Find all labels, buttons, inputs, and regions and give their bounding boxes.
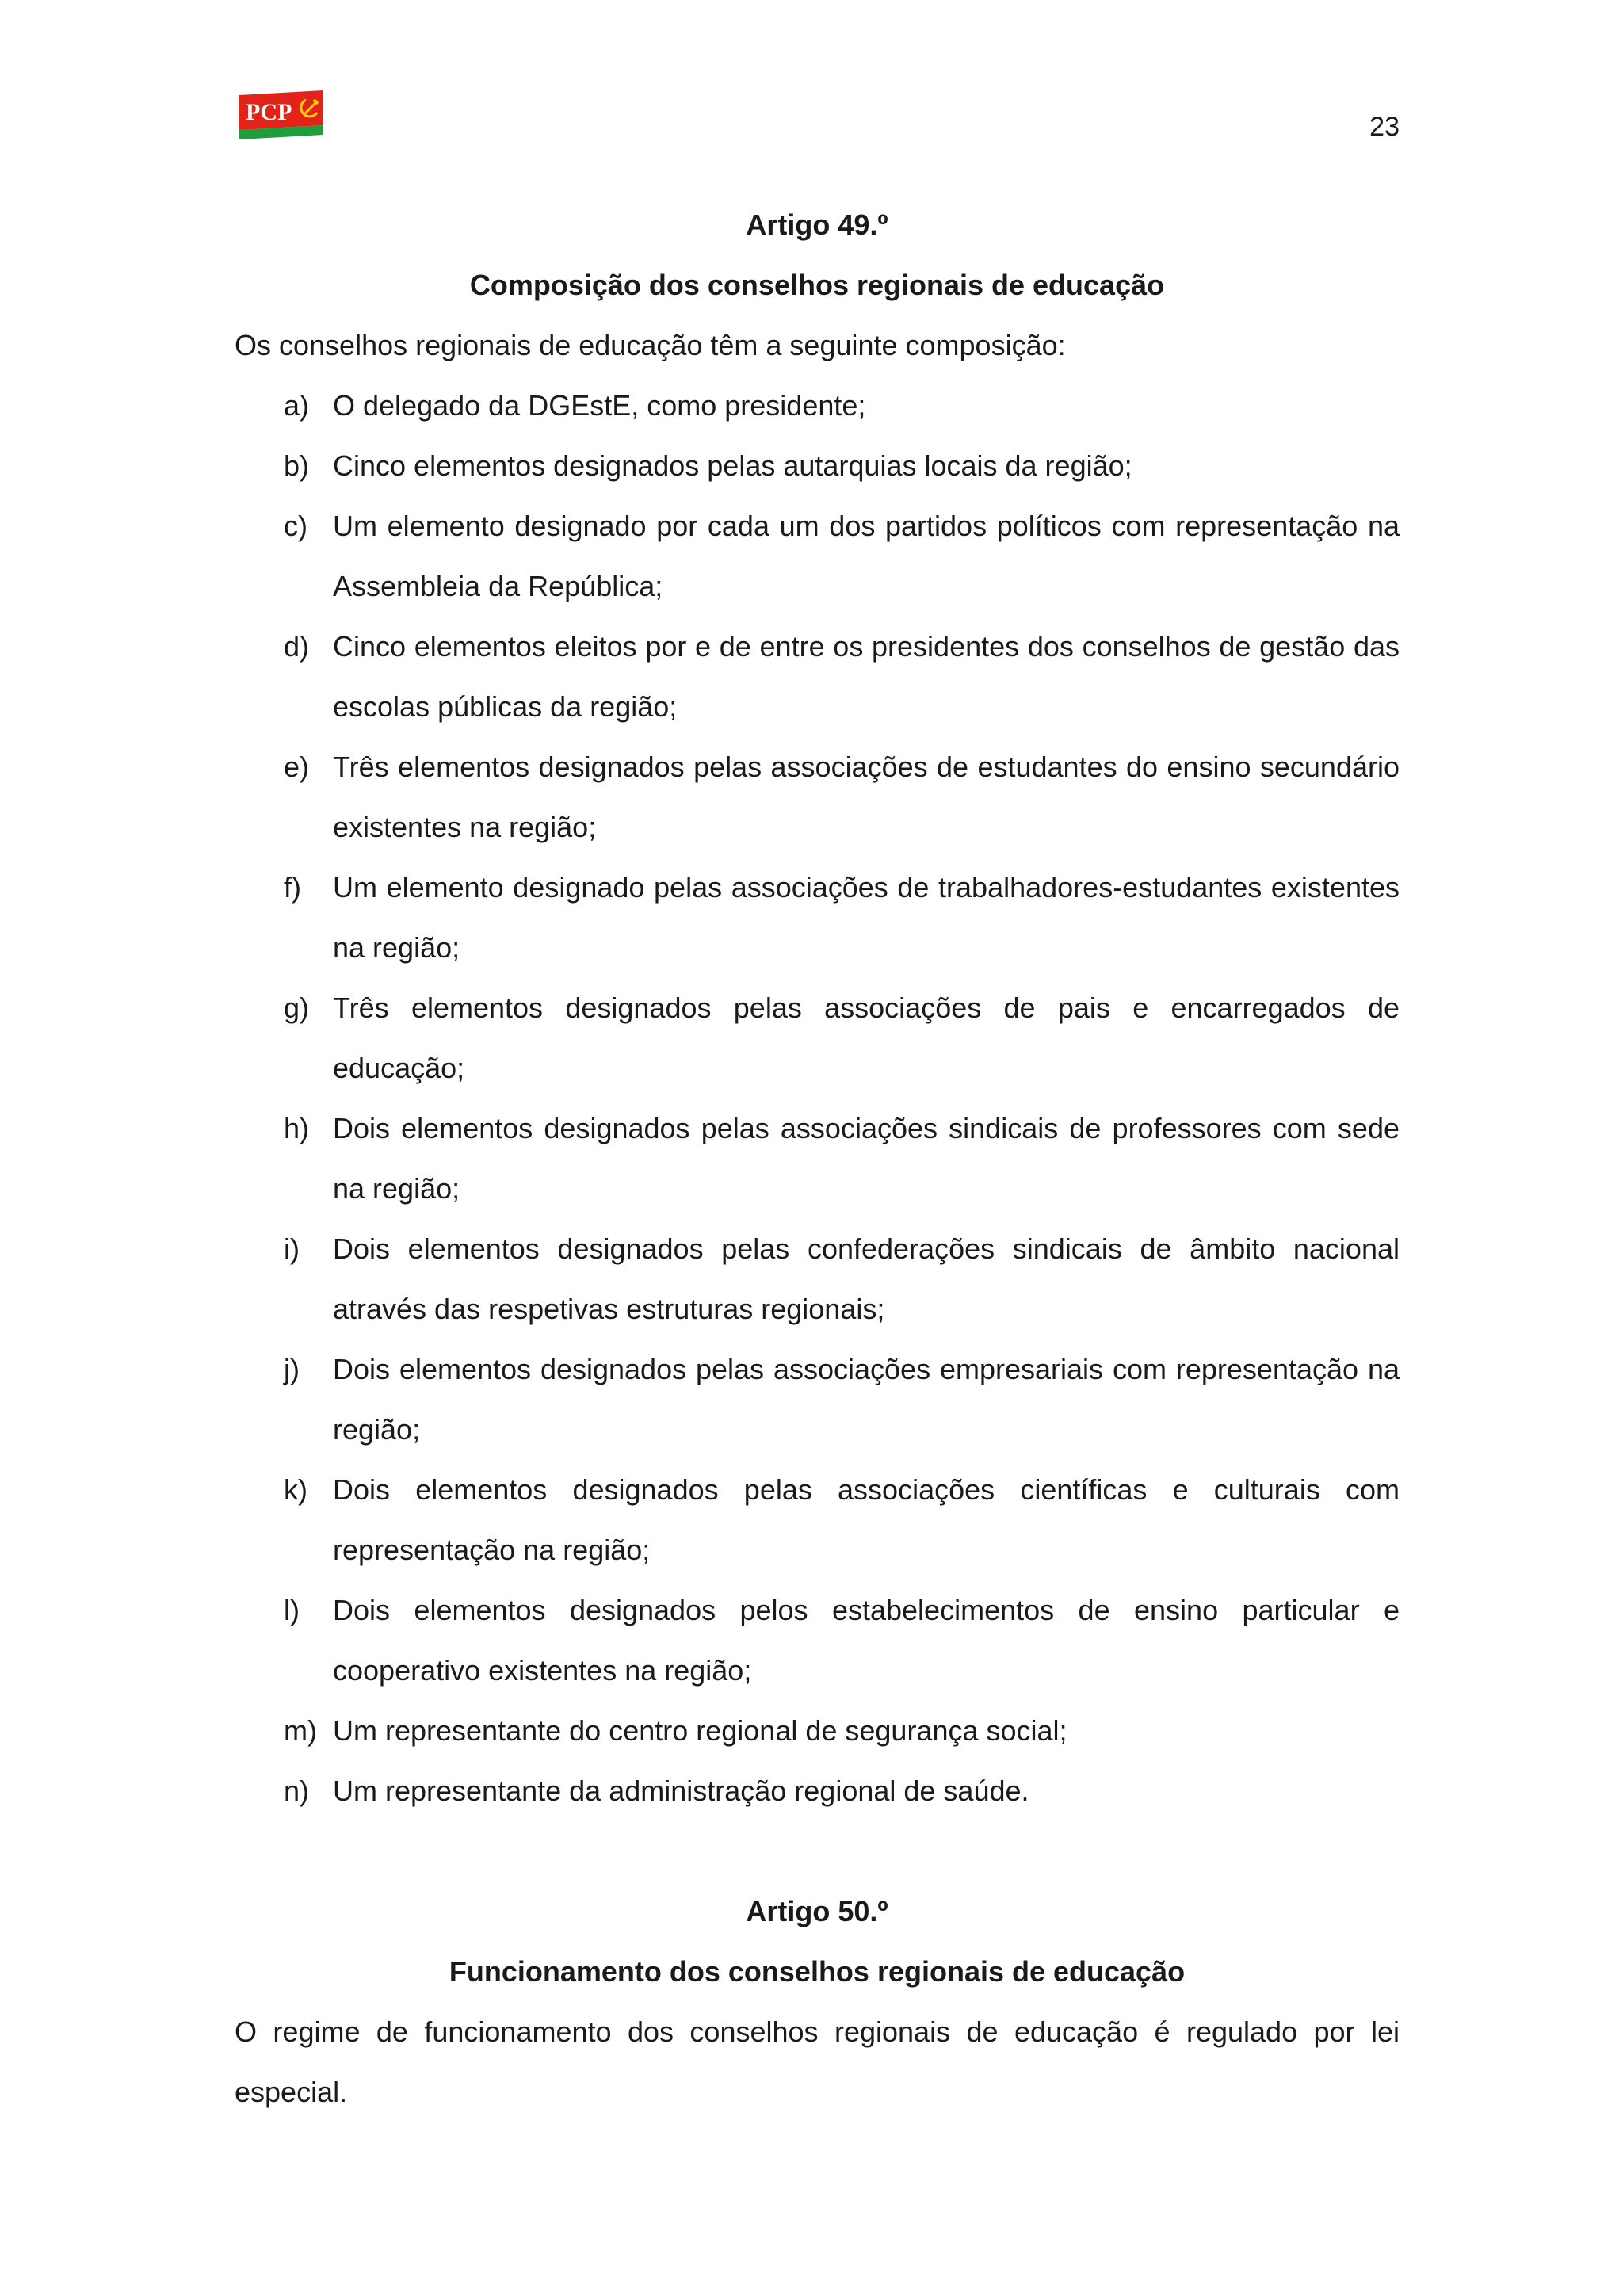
list-item-text: Um elemento designado pelas associações de trabalhadores-estudantes existentes na região;	[333, 871, 1400, 964]
document-body	[235, 195, 1400, 2122]
composition-list	[235, 376, 1400, 1821]
list-item-text: Cinco elementos designados pelas autarquias locais da região;	[333, 449, 1132, 482]
list-marker: n)	[284, 1775, 310, 1807]
section-spacer	[235, 1821, 1400, 1881]
list-item	[235, 1339, 1400, 1460]
list-item	[235, 1761, 1400, 1821]
pcp-logo	[238, 90, 325, 139]
list-marker: k)	[284, 1473, 307, 1506]
list-item	[235, 1460, 1400, 1580]
list-marker: g)	[284, 991, 310, 1024]
article-50-number: Artigo 50.º	[746, 1895, 888, 1927]
page-number: 23	[1369, 112, 1400, 142]
article-49-intro: Os conselhos regionais de educação têm a seguinte composição:	[235, 329, 1066, 361]
list-item-text: O delegado da DGEstE, como presidente;	[333, 389, 866, 422]
list-item	[235, 376, 1400, 436]
list-item-text: Um representante do centro regional de segurança social;	[333, 1714, 1067, 1747]
list-marker: l)	[284, 1594, 300, 1626]
list-item	[235, 496, 1400, 617]
list-marker: f)	[284, 871, 301, 904]
list-item	[235, 858, 1400, 978]
list-marker: b)	[284, 449, 310, 482]
list-item	[235, 1580, 1400, 1701]
article-49-title: Composição dos conselhos regionais de educação	[469, 269, 1165, 301]
list-marker: e)	[284, 751, 310, 783]
list-item	[235, 737, 1400, 858]
list-item-text: Três elementos designados pelas associações de estudantes do ensino secundário existentes na região;	[333, 751, 1400, 843]
list-item-text: Dois elementos designados pelos estabelecimentos de ensino particular e cooperativo existentes na região;	[333, 1594, 1400, 1687]
list-item-text: Cinco elementos eleitos por e de entre os presidentes dos conselhos de gestão das escolas públicas da região;	[333, 630, 1400, 723]
pcp-logo-graphic	[238, 90, 325, 139]
list-item-text: Dois elementos designados pelas confederações sindicais de âmbito nacional através das respetivas estruturas regionais;	[333, 1232, 1400, 1325]
list-item	[235, 1701, 1400, 1761]
list-item-text: Dois elementos designados pelas associações sindicais de professores com sede na região;	[333, 1112, 1400, 1205]
list-marker: a)	[284, 389, 310, 422]
list-item	[235, 1098, 1400, 1219]
list-item	[235, 1219, 1400, 1339]
list-marker: d)	[284, 630, 310, 663]
list-item	[235, 436, 1400, 496]
list-marker: h)	[284, 1112, 310, 1144]
list-item	[235, 617, 1400, 737]
list-item-text: Dois elementos designados pelas associações científicas e culturais com representação na região;	[333, 1473, 1400, 1566]
list-item	[235, 978, 1400, 1098]
list-item-text: Três elementos designados pelas associações de pais e encarregados de educação;	[333, 991, 1400, 1084]
list-item-text: Um representante da administração regional de saúde.	[333, 1775, 1029, 1807]
article-50-body: O regime de funcionamento dos conselhos regionais de educação é regulado por lei especial.	[235, 2015, 1400, 2108]
article-50-title: Funcionamento dos conselhos regionais de educação	[449, 1955, 1186, 1988]
list-item-text: Dois elementos designados pelas associações empresariais com representação na região;	[333, 1353, 1400, 1446]
list-item-text: Um elemento designado por cada um dos partidos políticos com representação na Assembleia da República;	[333, 510, 1400, 602]
list-marker: c)	[284, 510, 307, 542]
list-marker: m)	[284, 1714, 317, 1747]
logo-text: PCP	[246, 99, 292, 125]
article-49-number: Artigo 49.º	[746, 208, 888, 241]
list-marker: j)	[284, 1353, 300, 1385]
list-marker: i)	[284, 1232, 300, 1265]
